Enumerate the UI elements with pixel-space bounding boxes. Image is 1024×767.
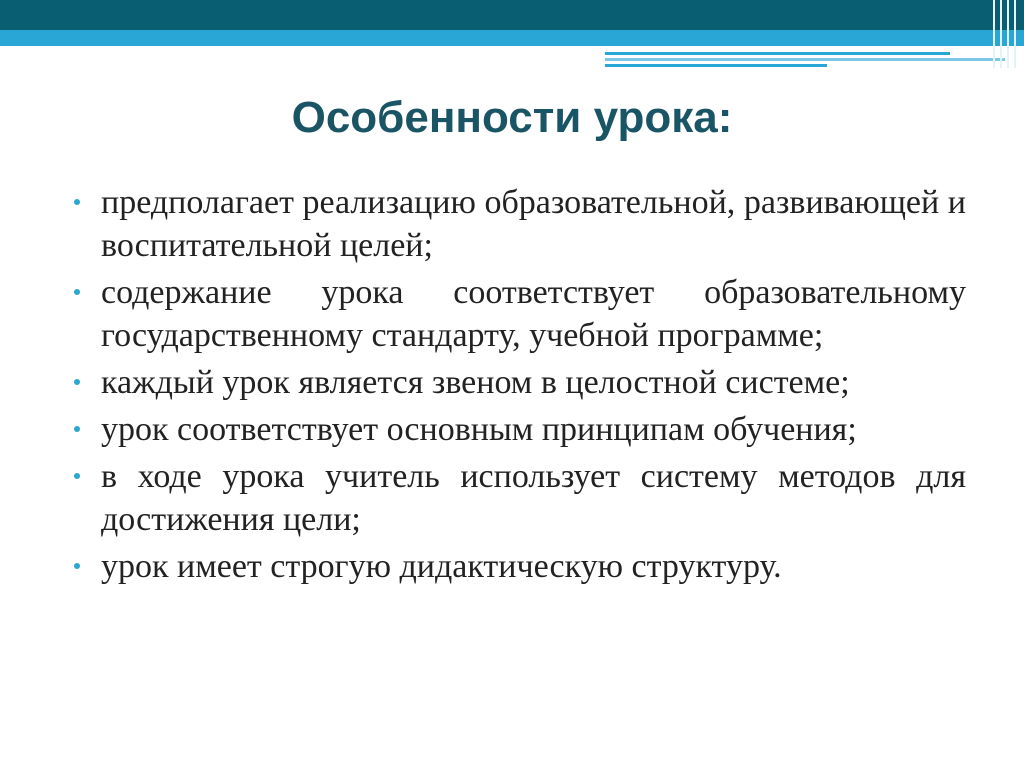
header-light-band [0,30,1024,46]
bullet-item [72,408,966,451]
header-stripe [605,52,950,55]
bullet-item [72,455,966,541]
bullet-text: урок соответствует основным принципам обучения; [101,411,857,448]
header-decoration [0,0,1024,80]
bullet-list [72,181,966,592]
header-stripe [605,58,1005,61]
bullet-item [72,361,966,404]
bullet-dot-icon [74,563,80,569]
header-stripe [605,64,827,67]
header-vertical-line [1014,0,1016,68]
bullet-text: каждый урок является звеном в целостной системе; [101,364,850,401]
header-vertical-line [1000,0,1002,68]
bullet-text: в ходе урока учитель использует систему методов для достижения цели; [101,458,966,538]
bullet-item [72,181,966,267]
bullet-item [72,271,966,357]
header-vertical-line [1007,0,1009,68]
slide-title: Особенности урока: [291,93,733,142]
bullet-dot-icon [74,289,80,295]
bullet-text: содержание урока соответствует образовательному государственному стандарту, учебной программе; [101,274,966,354]
header-dark-band [0,0,1024,30]
bullet-dot-icon [74,473,80,479]
bullet-dot-icon [74,199,80,205]
bullet-dot-icon [74,426,80,432]
bullet-text: урок имеет строгую дидактическую структуру. [101,548,782,585]
bullet-item [72,545,966,588]
bullet-text: предполагает реализацию образовательной, развивающей и воспитательной целей; [101,184,966,264]
header-vertical-line [993,0,995,68]
bullet-dot-icon [74,379,80,385]
